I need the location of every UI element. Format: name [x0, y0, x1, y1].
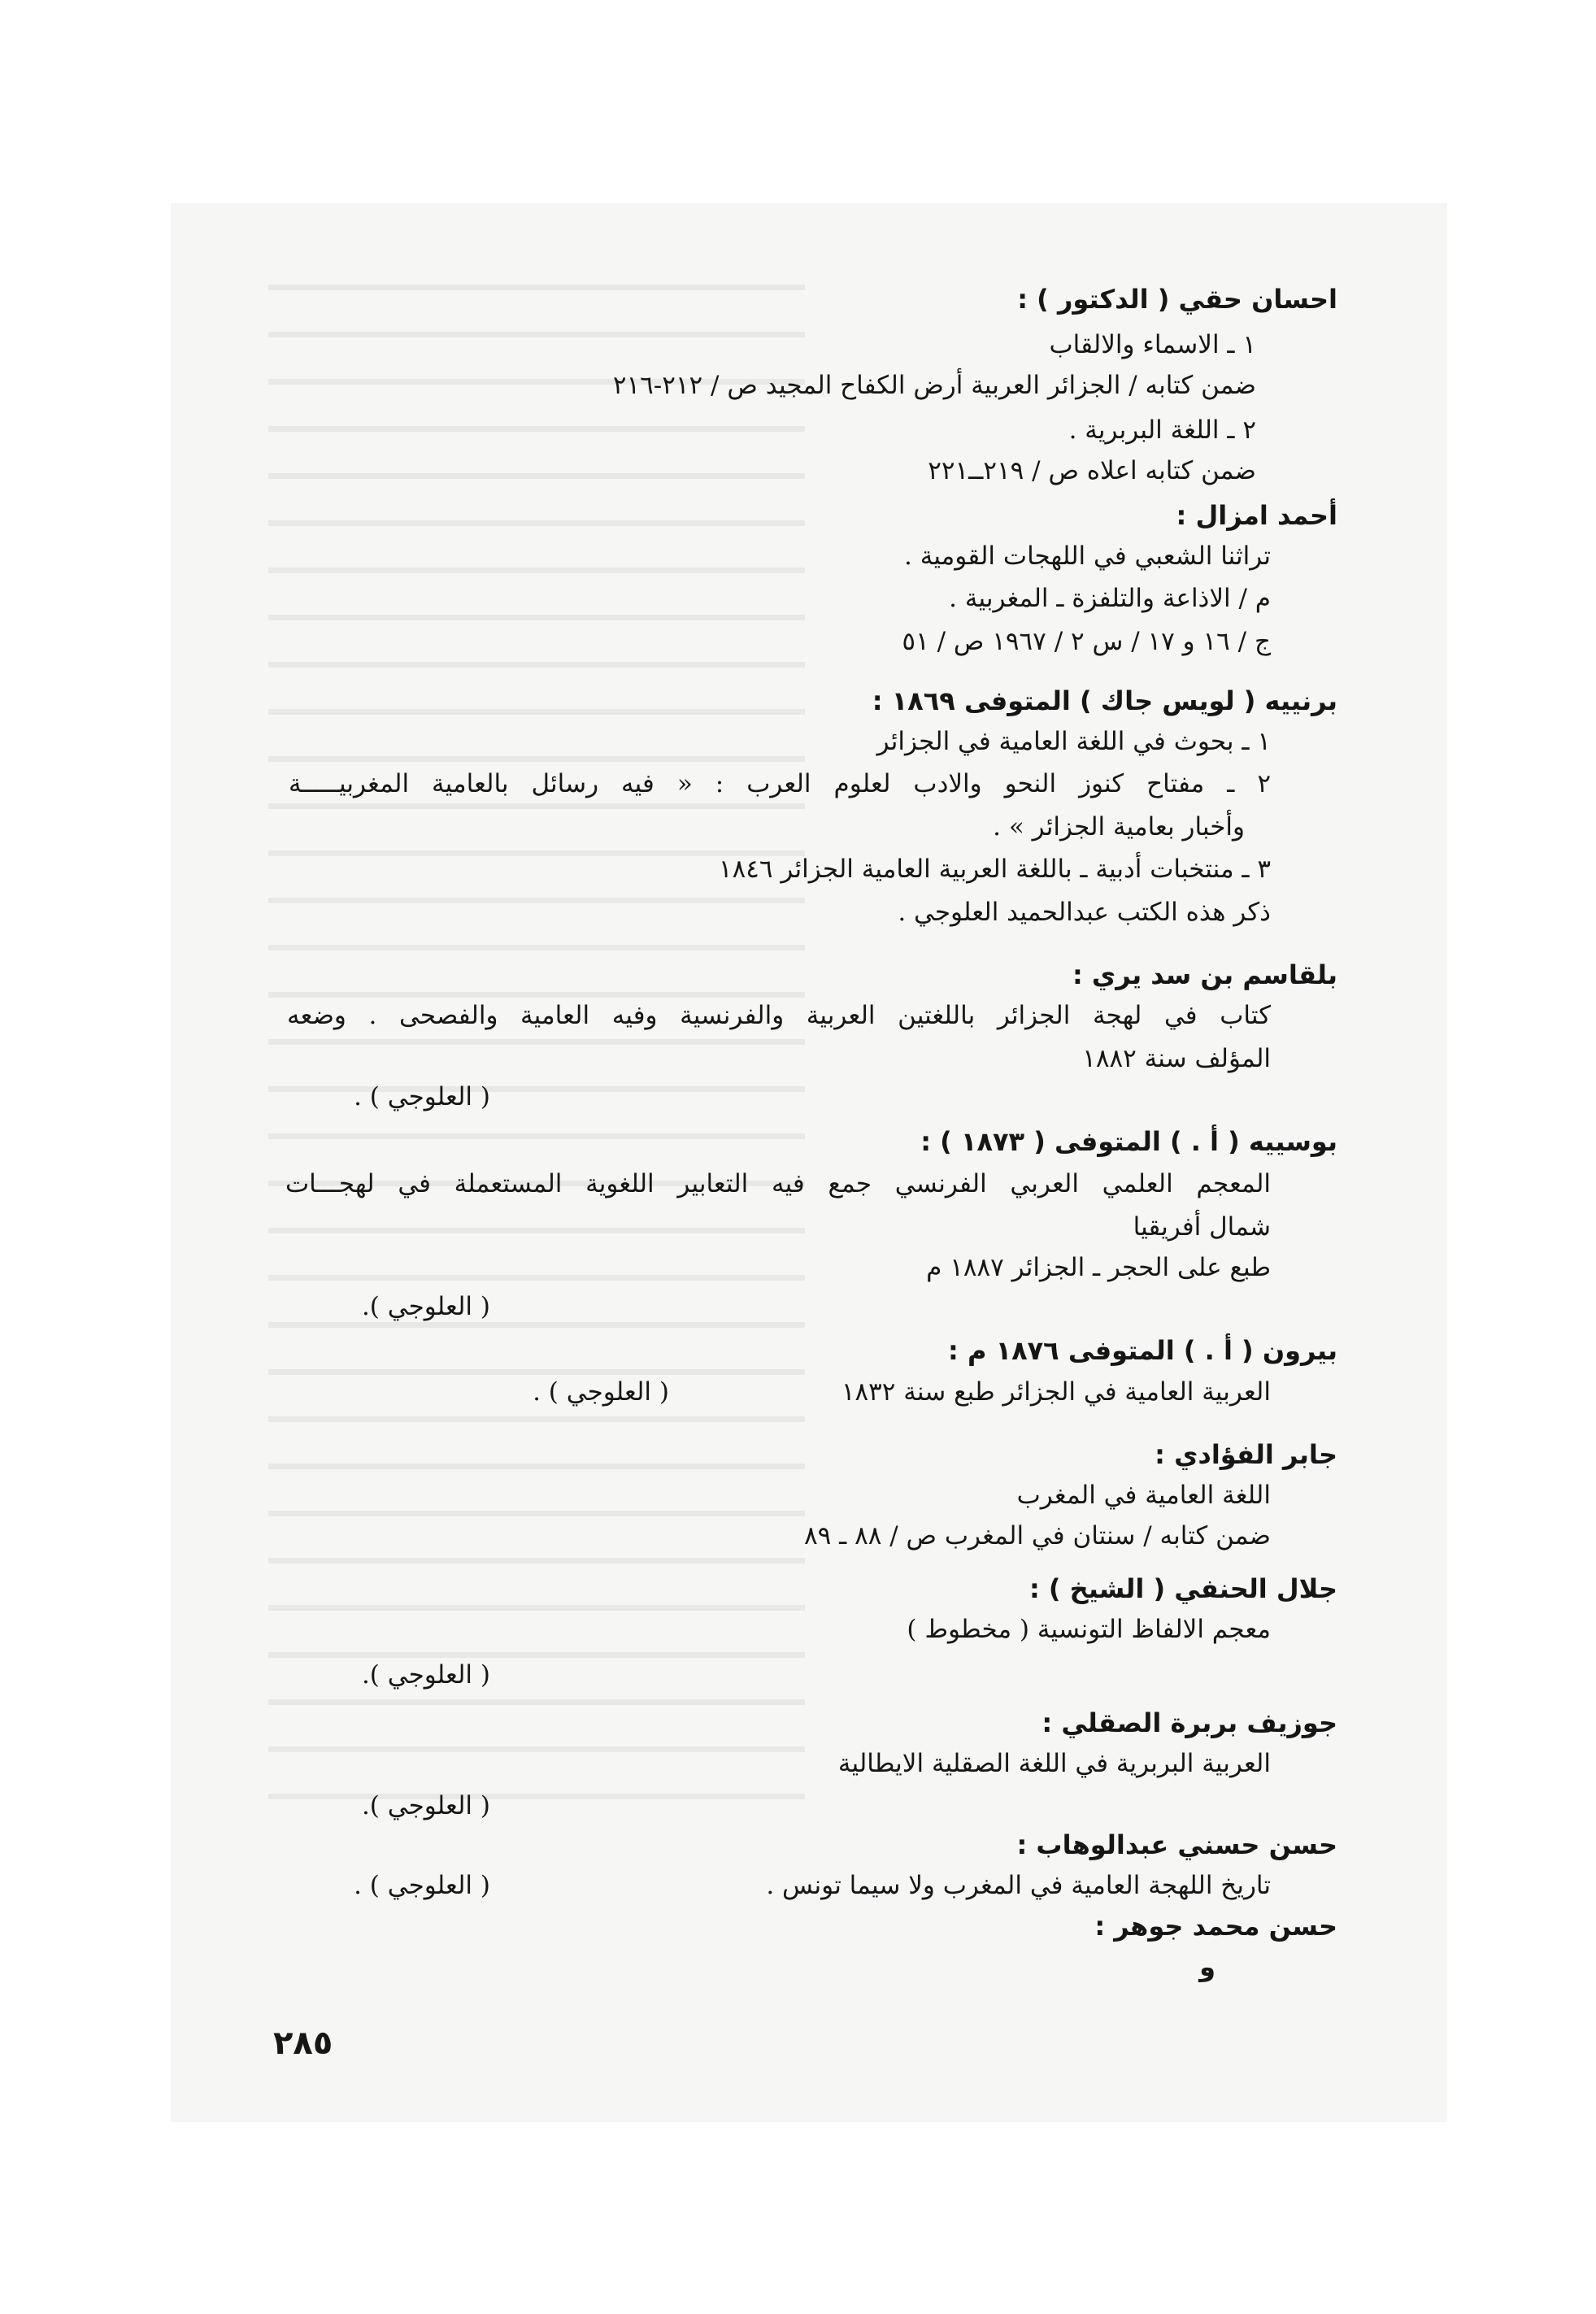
- entry-line: و: [1199, 1951, 1215, 1982]
- entry-line: المعجم العلمي العربي الفرنسي جمع فيه التعابير اللغوية المستعملة في لهجـــات: [285, 1169, 1271, 1198]
- reference-note: ( العلوجي ) .: [354, 1871, 490, 1900]
- reference-note: ( العلوجي ).: [361, 1660, 490, 1690]
- entry-heading: حسن حسني عبدالوهاب :: [1016, 1829, 1337, 1860]
- entry-line: المؤلف سنة ١٨٨٢: [1082, 1044, 1271, 1073]
- entry-line: العربية العامية في الجزائر طبع سنة ١٨٣٢: [841, 1377, 1271, 1407]
- entry-line: ١ ـ الاسماء والالقاب: [1049, 330, 1256, 359]
- entry-heading: جابر الفؤادي :: [1155, 1439, 1337, 1470]
- entry-line: وأخبار بعامية الجزائر » .: [993, 812, 1245, 842]
- bleed-through-texture: [268, 285, 805, 1829]
- entry-line: ضمن كتابه / الجزائر العربية أرض الكفاح المجيد ص / ٢١٢-٢١٦: [612, 371, 1256, 400]
- entry-heading: احسان حقي ( الدكتور ) :: [1017, 284, 1337, 315]
- entry-line: طبع على الحجر ـ الجزائر ١٨٨٧ م: [926, 1253, 1271, 1282]
- entry-line: معجم الالفاظ التونسية ( مخطوط ): [907, 1615, 1271, 1644]
- entry-line: شمال أفريقيا: [1133, 1212, 1271, 1242]
- entry-line: ٢ ـ مفتاح كنوز النحو والادب لعلوم العرب : « فيه رسائل بالعامية المغربيـــــة: [289, 769, 1271, 798]
- entry-line: تاريخ اللهجة العامية في المغرب ولا سيما تونس .: [766, 1871, 1271, 1900]
- entry-heading: حسن محمد جوهر :: [1094, 1911, 1337, 1942]
- entry-heading: بلقاسم بن سد يري :: [1072, 959, 1337, 990]
- reference-note: ( العلوجي ).: [361, 1791, 490, 1820]
- entry-line: تراثنا الشعبي في اللهجات القومية .: [904, 542, 1271, 571]
- entry-line: م / الاذاعة والتلفزة ـ المغربية .: [949, 584, 1271, 613]
- entry-heading: جوزيف بربرة الصقلي :: [1042, 1707, 1337, 1738]
- entry-line: كتاب في لهجة الجزائر باللغتين العربية والفرنسية وفيه العامية والفصحى . وضعه: [287, 1001, 1271, 1030]
- entry-heading: بوسييه ( أ . ) المتوفى ( ١٨٧٣ ) :: [920, 1126, 1337, 1157]
- entry-heading: أحمد امزال :: [1176, 500, 1337, 531]
- entry-line: ضمن كتابه / سنتان في المغرب ص / ٨٨ ـ ٨٩: [803, 1521, 1271, 1551]
- entry-line: ذكر هذه الكتب عبدالحميد العلوجي .: [898, 898, 1271, 927]
- entry-line: ٢ ـ اللغة البربرية .: [1068, 415, 1256, 445]
- entry-line: ضمن كتابه اعلاه ص / ٢١٩ــ٢٢١: [928, 456, 1256, 485]
- entry-heading: جلال الحنفي ( الشيخ ) :: [1028, 1573, 1337, 1604]
- entry-heading: بيرون ( أ . ) المتوفى ١٨٧٦ م :: [948, 1335, 1337, 1366]
- page-number: ٢٨٥: [273, 2025, 333, 2062]
- entry-line: ١ ـ بحوث في اللغة العامية في الجزائر: [876, 727, 1271, 756]
- reference-note: ( العلوجي ) .: [354, 1082, 490, 1111]
- entry-line: العربية البربرية في اللغة الصقلية الايطالية: [837, 1749, 1271, 1778]
- reference-note: ( العلوجي ) .: [533, 1377, 669, 1407]
- entry-line: ج / ١٦ و ١٧ / س ٢ / ١٩٦٧ ص / ٥١: [902, 627, 1271, 656]
- reference-note: ( العلوجي ).: [361, 1292, 490, 1321]
- entry-line: اللغة العامية في المغرب: [1016, 1481, 1271, 1510]
- entry-heading: برنييه ( لويس جاك ) المتوفى ١٨٦٩ :: [872, 685, 1337, 716]
- entry-line: ٣ ـ منتخبات أدبية ـ باللغة العربية العامية الجزائر ١٨٤٦: [718, 855, 1271, 884]
